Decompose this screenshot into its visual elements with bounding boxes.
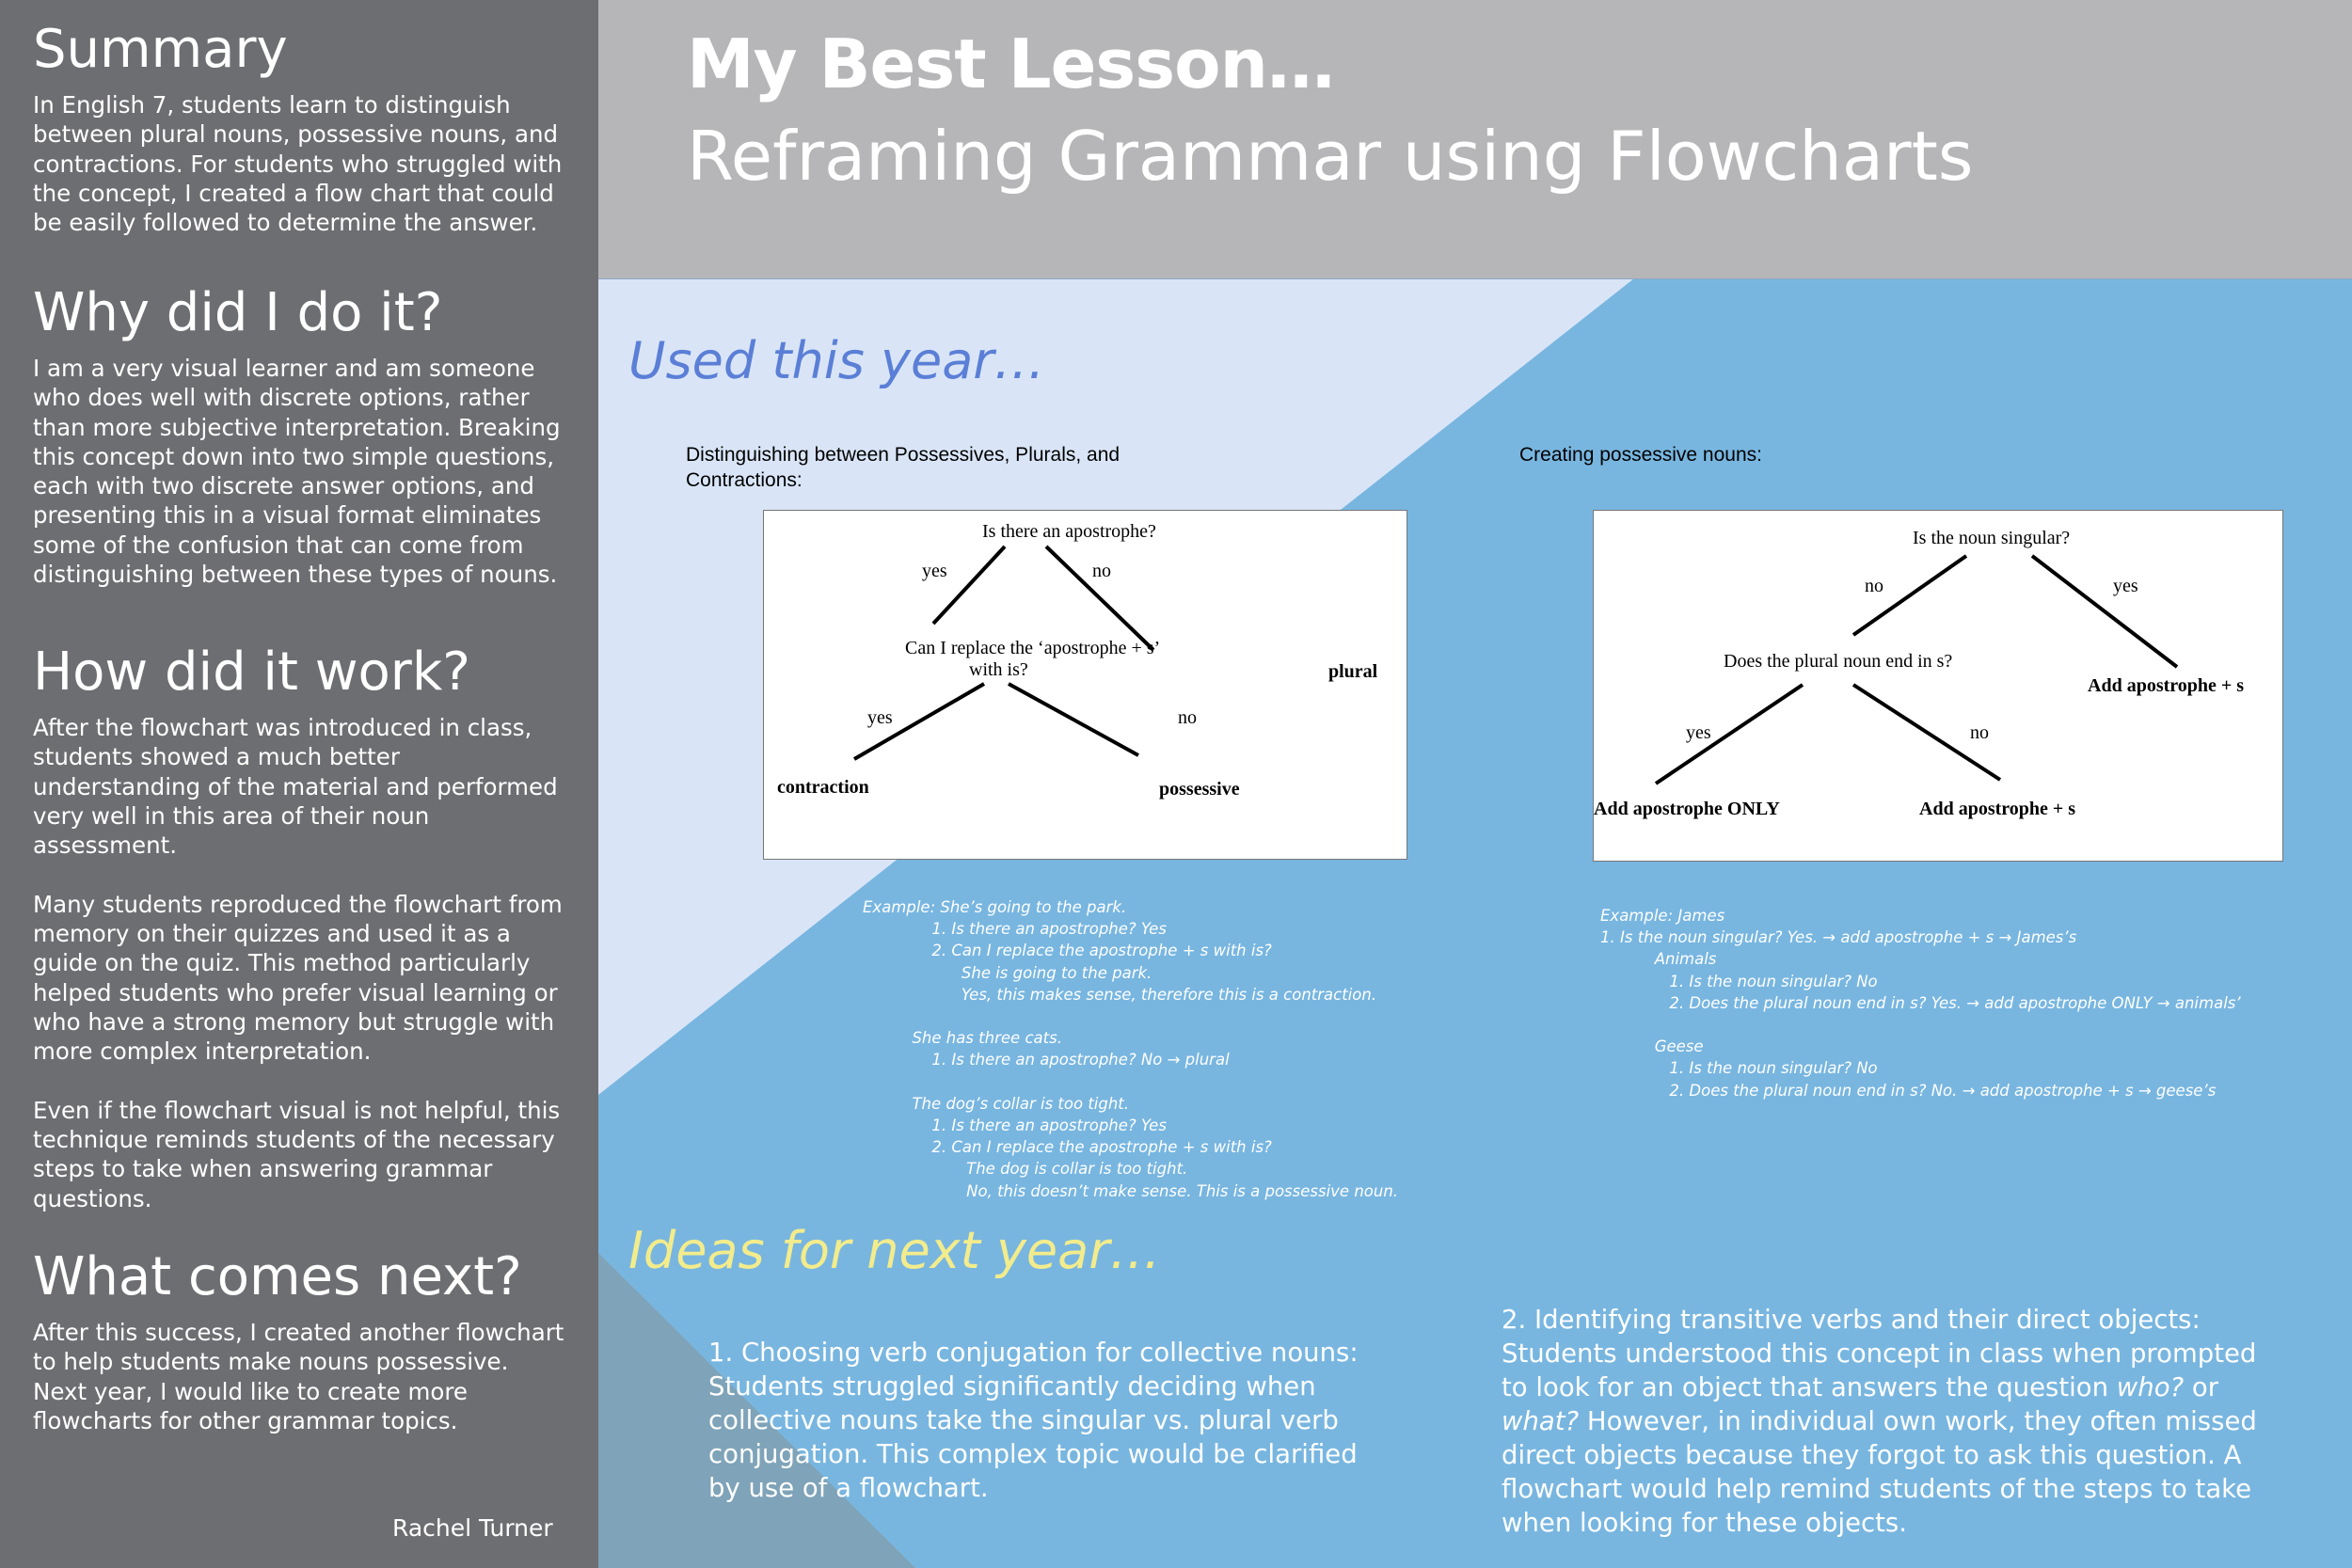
poster-title: My Best Lesson… (687, 24, 1334, 103)
fc2-line-yes1 (2032, 556, 2177, 667)
fc2-label-no2: no (1970, 722, 1989, 743)
fc2-label-no1: no (1865, 576, 1883, 596)
fc1-question-replace-line1: Can I replace the ‘apostrophe + s’ (905, 638, 1161, 658)
fc1-label-no1: no (1092, 561, 1111, 581)
fc1-label-yes2: yes (867, 707, 893, 728)
sidebar (0, 0, 598, 1568)
idea-2-what: what? (1502, 1406, 1580, 1436)
idea-1-text: 1. Choosing verb conjugation for collective nouns: Students struggled significantly deciding when collective nouns take the singular vs. plural verb conjugation. This complex topic would be clarified by use of a flowchart. (708, 1338, 1359, 1503)
fc1-result-possessive: possessive (1159, 779, 1240, 800)
summary-text: In English 7, students learn to distinguish between plural nouns, possessive nouns, and contractions. For students who struggled with the concept, I created a flow chart that could be easily followed to determine the answer. (33, 91, 563, 237)
fc1-result-contraction: contraction (777, 777, 869, 798)
idea-2-part2: However, in individual own work, they often missed direct objects because they forgot to ask this question. A flowchart would help remind students of the steps to take when looking for these objects. (1502, 1406, 2257, 1538)
idea-2-or: or (2184, 1372, 2218, 1402)
how-text: After the flowchart was introduced in class, students showed a much better understanding of the material and performed very well in this area of their noun assessment. Many students reproduced the flowchart from memory on their quizzes and used it as a guide on the quiz. This method particularly helped students who prefer visual learning or who have a strong memory but struggle with more complex interpretation. Even if the flowchart visual is not helpful, this technique reminds students of the necessary steps to take when answering grammar questions. (33, 714, 563, 1212)
flowchart2-examples: Example: James 1. Is the noun singular? Yes. → add apostrophe + s → James’s Animals 1. Is the noun singular? No 2. Does the plural noun end in s? Yes. → add apostrophe ONLY → animals’ Geese 1. Is the noun singular? No 2. Does the plural noun end in s? No. → add apostrophe + s → geese’s (1600, 907, 2241, 1100)
idea-2-who: who? (2116, 1372, 2185, 1402)
why-text: I am a very visual learner and am someone who does well with discrete options, rather than more subjective interpretation. Breaking this concept down into two simple questions, each with two discrete answer options, and presenting this in a visual format eliminates some of the confusion that can come from distinguishing between these types of nouns. (33, 355, 561, 589)
ideas-next-year-heading: Ideas for next year… (628, 1221, 1161, 1280)
fc1-line-yes1 (933, 546, 1005, 624)
flowchart-possessive-plural-contraction (763, 510, 1407, 860)
fc2-result-add-s-top: Add apostrophe + s (2088, 675, 2245, 696)
idea-2-part1: 2. Identifying transitive verbs and their direct objects: Students understood this concept in class when prompted to look for an object that answers the question (1502, 1305, 2257, 1402)
fc1-label-no2: no (1178, 707, 1197, 728)
how-heading: How did it work? (33, 641, 470, 703)
fc2-result-add-only: Add apostrophe ONLY (1594, 799, 1780, 819)
idea-2-text (1502, 1303, 2273, 1540)
fc1-label-yes1: yes (922, 561, 947, 581)
fc2-line-yes2 (1656, 685, 1803, 784)
next-text: After this success, I created another flowchart to help students make nouns possessive. Next year, I would like to create more flowcharts for other grammar topics. (33, 1319, 564, 1434)
fc2-question-plural-s: Does the plural noun end in s? (1724, 651, 1953, 672)
flowchart1-examples: Example: She’s going to the park. 1. Is there an apostrophe? Yes 2. Can I replace the apostrophe + s with is? She is going to the park. Yes, this makes sense, therefore this is a contraction. She has three cats. 1. Is there an apostrophe? No → plural The dog’s collar is too tight. 1. Is there an apostrophe? Yes 2. Can I replace the apostrophe + s with is? The dog is collar is too tight. No, this doesn’t make sense. This is a possessive noun. (863, 898, 1399, 1200)
fc2-result-add-s-bottom: Add apostrophe + s (1919, 799, 2076, 819)
header (598, 0, 2352, 278)
fc1-question-apostrophe: Is there an apostrophe? (982, 521, 1156, 542)
fc2-label-yes2: yes (1686, 722, 1711, 743)
fc2-question-singular: Is the noun singular? (1913, 528, 2071, 548)
next-heading: What comes next? (33, 1246, 522, 1307)
summary-heading: Summary (33, 19, 288, 80)
used-this-year-heading: Used this year… (628, 331, 1045, 390)
fc2-label-yes1: yes (2113, 576, 2138, 596)
fc1-question-replace-line2: with is? (969, 659, 1028, 680)
poster-subtitle: Reframing Grammar using Flowcharts (687, 117, 1974, 196)
flowchart1-caption: Distinguishing between Possessives, Plurals, and Contractions: (686, 444, 1120, 491)
author-name: Rachel Turner (392, 1514, 553, 1542)
why-heading: Why did I do it? (33, 282, 443, 343)
fc1-result-plural: plural (1328, 661, 1378, 682)
flowchart-possessive-nouns (1593, 510, 2283, 862)
flowchart2-caption: Creating possessive nouns: (1519, 444, 1762, 466)
fc1-line-no2 (1009, 684, 1138, 755)
